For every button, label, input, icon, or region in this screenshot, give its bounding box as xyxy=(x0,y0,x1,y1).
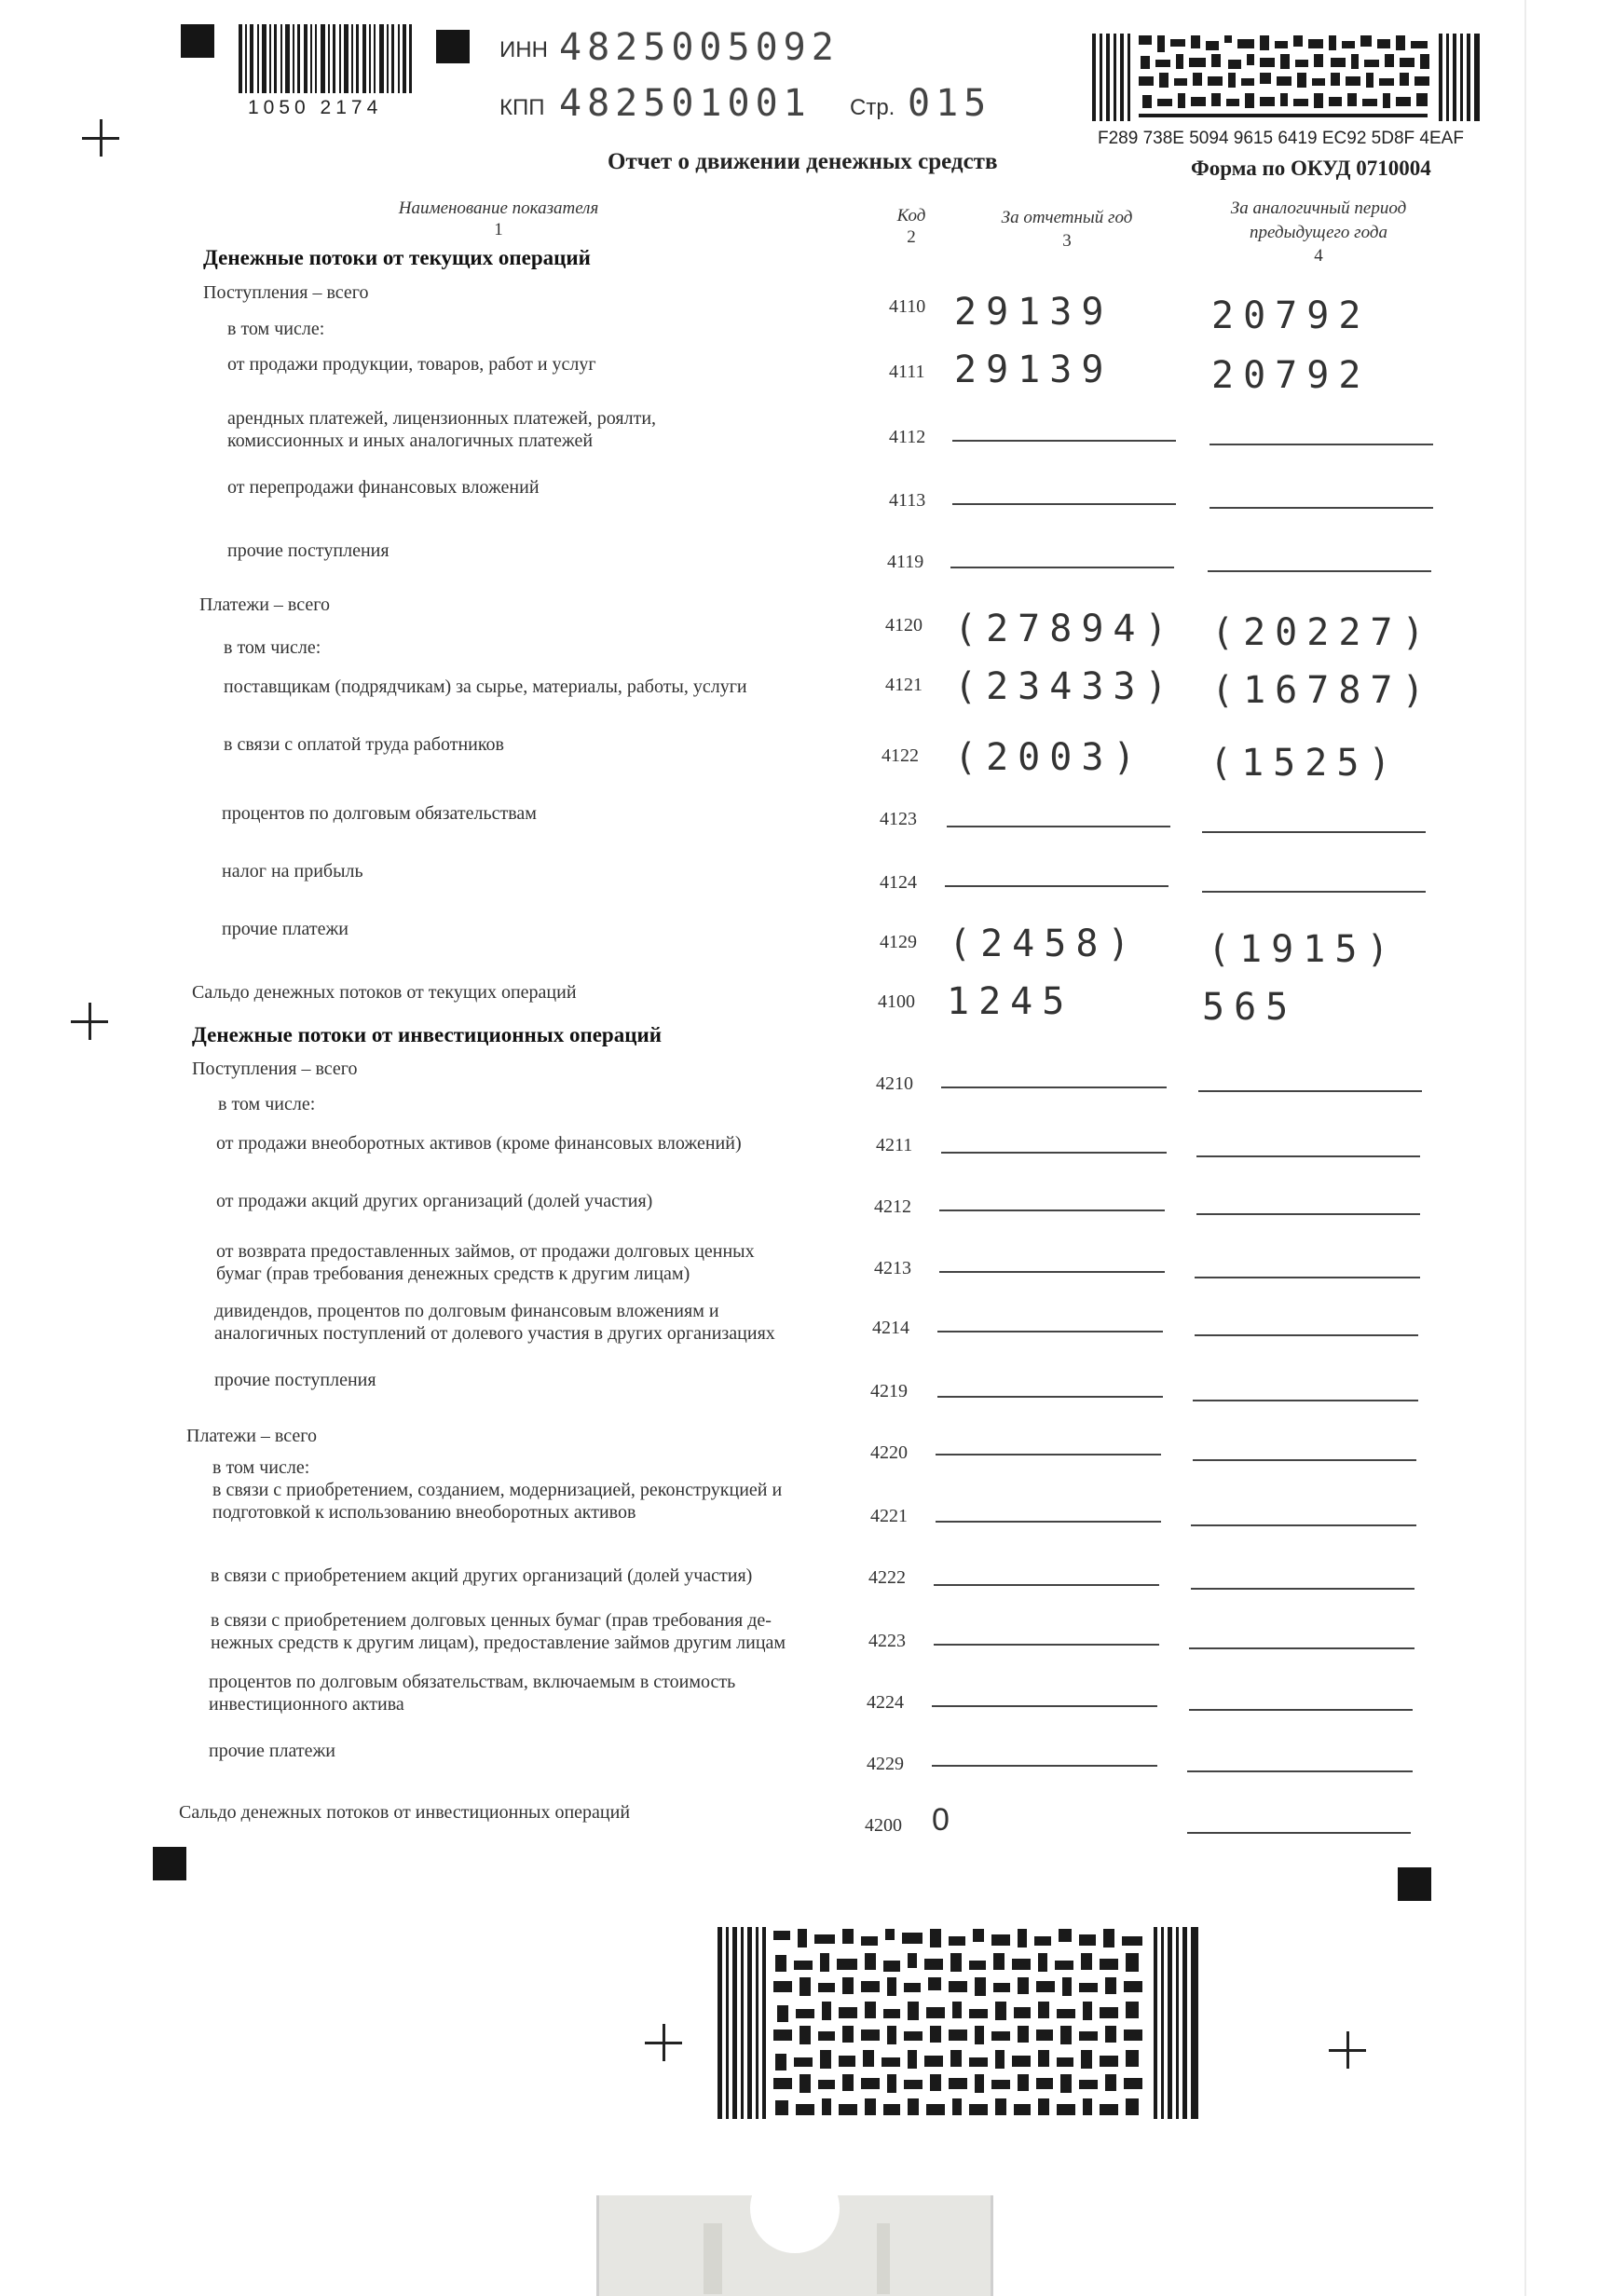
row-label-4210: Поступления – всего xyxy=(192,1059,358,1079)
registration-mark-top-left xyxy=(181,24,214,58)
row-label-4222: в связи с приобретением акций других организаций (долей участия) xyxy=(211,1565,753,1586)
row-code-4120: 4120 xyxy=(885,615,922,636)
row-value-previous-4100: 565 xyxy=(1202,986,1298,1029)
row-sublabel-4110: в том числе: xyxy=(227,319,325,339)
row-code-4212: 4212 xyxy=(874,1196,911,1217)
row-code-4124: 4124 xyxy=(880,872,917,893)
blank-line xyxy=(952,503,1176,505)
blank-line xyxy=(1210,507,1433,509)
blank-line xyxy=(934,1584,1159,1586)
scanner-artifact-bar xyxy=(704,2223,722,2294)
column-number-3: 3 xyxy=(1062,231,1072,251)
row-code-4210: 4210 xyxy=(876,1073,913,1094)
row-value-current-4121: (23433) xyxy=(954,665,1177,708)
scanner-artifact-circle xyxy=(750,2164,840,2253)
row-sublabel-4120: в том числе: xyxy=(224,637,321,658)
row-value-previous-4111: 20792 xyxy=(1211,354,1371,397)
column-number-2: 2 xyxy=(907,227,916,247)
crosshair-mark xyxy=(645,2024,682,2061)
row-code-4112: 4112 xyxy=(889,427,926,447)
row-label-4120: Платежи – всего xyxy=(199,594,330,615)
row-code-4219: 4219 xyxy=(870,1381,908,1401)
row-label-4124: налог на прибыль xyxy=(222,861,363,882)
row-code-4113: 4113 xyxy=(889,490,926,511)
row-value-previous-4121: (16787) xyxy=(1211,669,1434,712)
row-code-4211: 4211 xyxy=(876,1135,913,1155)
blank-line xyxy=(941,1152,1167,1154)
scanner-artifact xyxy=(596,2195,993,2296)
row-label-4223-line1: в связи с приобретением долговых ценных бумаг (прав требования де- xyxy=(211,1610,772,1631)
datamatrix-code-text: F289 738E 5094 9615 6419 EC92 5D8F 4EAF xyxy=(1098,129,1464,148)
row-label-4119: прочие поступления xyxy=(227,540,390,561)
row-code-4221: 4221 xyxy=(870,1506,908,1526)
row-label-4110: Поступления – всего xyxy=(203,282,369,303)
blank-line xyxy=(1196,1155,1420,1157)
blank-line xyxy=(932,1765,1157,1767)
barcode-number: 1050 2174 xyxy=(248,97,383,118)
column-header-current-year: За отчетный год xyxy=(1001,208,1133,227)
row-label-4123: процентов по долговым обязательствам xyxy=(222,803,537,824)
row-label-4229: прочие платежи xyxy=(209,1741,336,1761)
crosshair-mark xyxy=(71,1003,108,1040)
blank-line xyxy=(941,1086,1167,1088)
row-label-4111: от продажи продукции, товаров, работ и услуг xyxy=(227,354,596,375)
row-label-4220: Платежи – всего xyxy=(186,1426,317,1446)
column-header-code: Код xyxy=(896,206,926,226)
row-label-4112-line1: арендных платежей, лицензионных платежей, роялти, xyxy=(227,408,657,429)
row-label-4213-line1: от возврата предоставленных займов, от продажи долговых ценных xyxy=(216,1241,755,1262)
row-label-4221-line1: в связи с приобретением, созданием, модернизацией, реконструкцией и xyxy=(212,1480,783,1500)
blank-line xyxy=(1187,1832,1411,1834)
row-code-4229: 4229 xyxy=(867,1754,904,1774)
kpp-value: 482501001 xyxy=(559,82,812,125)
row-label-4224-line2: инвестиционного актива xyxy=(209,1694,404,1715)
blank-line xyxy=(1195,1334,1418,1336)
blank-line xyxy=(939,1271,1165,1273)
blank-line xyxy=(1193,1459,1416,1461)
blank-line xyxy=(945,885,1168,887)
row-value-previous-4129: (1915) xyxy=(1208,928,1399,971)
row-label-4214-line2: аналогичных поступлений от долевого участия в других организациях xyxy=(214,1323,775,1344)
row-label-4224-line1: процентов по долговым обязательствам, включаемым в стоимость xyxy=(209,1672,736,1692)
blank-line xyxy=(1208,570,1431,572)
row-label-4221-line2: подготовкой к использованию внеоборотных активов xyxy=(212,1502,636,1523)
row-value-current-4122: (2003) xyxy=(954,736,1145,779)
page-number: 015 xyxy=(908,82,992,125)
blank-line xyxy=(1189,1647,1414,1649)
crosshair-mark xyxy=(82,119,119,157)
row-label-4100: Сальдо денежных потоков от текущих операций xyxy=(192,982,577,1003)
row-label-4212: от продажи акций других организаций (долей участия) xyxy=(216,1191,653,1211)
row-sublabel-4210: в том числе: xyxy=(218,1094,316,1114)
row-value-current-4129: (2458) xyxy=(949,922,1140,965)
row-value-current-4110: 29139 xyxy=(954,291,1114,334)
registration-mark-bottom-right xyxy=(1398,1867,1431,1901)
blank-line xyxy=(947,826,1170,827)
blank-line xyxy=(937,1331,1163,1332)
blank-line xyxy=(937,1396,1163,1398)
row-code-4123: 4123 xyxy=(880,809,917,829)
blank-line xyxy=(1195,1277,1420,1278)
row-label-4112-line2: комиссионных и иных аналогичных платежей xyxy=(227,430,594,451)
row-label-4211: от продажи внеоборотных активов (кроме финансовых вложений) xyxy=(216,1133,742,1154)
inn-value: 4825005092 xyxy=(559,26,840,69)
row-value-previous-4120: (20227) xyxy=(1211,611,1434,654)
row-code-4100: 4100 xyxy=(878,991,915,1012)
blank-line xyxy=(936,1454,1161,1456)
blank-line xyxy=(1202,891,1426,893)
row-label-4213-line2: бумаг (прав требования денежных средств к другим лицам) xyxy=(216,1264,690,1284)
blank-line xyxy=(1196,1213,1420,1215)
section-heading-investing: Денежные потоки от инвестиционных операций xyxy=(192,1023,662,1046)
row-code-4220: 4220 xyxy=(870,1442,908,1463)
blank-line xyxy=(950,567,1174,568)
column-header-previous-year-line2: предыдущего года xyxy=(1250,223,1387,242)
inn-label: ИНН xyxy=(499,37,548,62)
blank-line xyxy=(1193,1400,1418,1401)
row-value-current-4120: (27894) xyxy=(954,608,1177,650)
row-code-4222: 4222 xyxy=(868,1567,906,1588)
blank-line xyxy=(1191,1588,1414,1590)
row-code-4122: 4122 xyxy=(882,745,919,766)
column-header-name: Наименование показателя xyxy=(398,198,599,218)
row-code-4111: 4111 xyxy=(889,362,925,382)
kpp-label: КПП xyxy=(499,95,545,120)
row-code-4214: 4214 xyxy=(872,1318,909,1338)
row-code-4129: 4129 xyxy=(880,932,917,952)
row-value-current-4111: 29139 xyxy=(954,348,1114,391)
column-number-1: 1 xyxy=(494,220,503,239)
row-code-4213: 4213 xyxy=(874,1258,911,1278)
blank-line xyxy=(932,1705,1157,1707)
row-code-4200: 4200 xyxy=(865,1815,902,1836)
blank-line xyxy=(952,440,1176,442)
section-heading-operating: Денежные потоки от текущих операций xyxy=(203,246,591,269)
pdf417-barcode xyxy=(718,1927,1198,2119)
blank-line xyxy=(939,1210,1165,1211)
row-label-4200: Сальдо денежных потоков от инвестиционных операций xyxy=(179,1802,631,1823)
row-code-4224: 4224 xyxy=(867,1692,904,1713)
scanner-artifact-bar xyxy=(877,2223,890,2294)
row-label-4113: от перепродажи финансовых вложений xyxy=(227,477,540,498)
blank-line xyxy=(1210,444,1433,445)
registration-mark-bottom-left xyxy=(153,1847,186,1880)
datamatrix-code xyxy=(1092,34,1480,121)
row-code-4110: 4110 xyxy=(889,296,926,317)
row-code-4119: 4119 xyxy=(887,552,924,572)
row-value-current-4100: 1245 xyxy=(947,980,1074,1023)
blank-line xyxy=(936,1521,1161,1523)
page-label: Стр. xyxy=(850,95,895,120)
row-code-4223: 4223 xyxy=(868,1631,906,1651)
form-okud-label: Форма по ОКУД 0710004 xyxy=(1191,157,1431,180)
row-label-4121: поставщикам (подрядчикам) за сырье, материалы, работы, услуги xyxy=(224,676,747,697)
row-code-4121: 4121 xyxy=(885,675,922,695)
row-value-previous-4122: (1525) xyxy=(1210,742,1401,785)
blank-line xyxy=(1202,831,1426,833)
row-label-4219: прочие поступления xyxy=(214,1370,376,1390)
barcode-1d xyxy=(239,24,412,93)
column-header-previous-year-line1: За аналогичный период xyxy=(1230,198,1407,218)
column-number-4: 4 xyxy=(1314,246,1323,266)
scan-edge-line xyxy=(1524,0,1526,2296)
row-label-4223-line2: нежных средств к другим лицам), предоставление займов другим лицам xyxy=(211,1633,786,1653)
row-label-4129: прочие платежи xyxy=(222,919,349,939)
row-value-current-4200: 0 xyxy=(932,1802,959,1838)
blank-line xyxy=(1191,1524,1416,1526)
blank-line xyxy=(1198,1090,1422,1092)
page-title: Отчет о движении денежных средств xyxy=(608,149,998,174)
row-value-previous-4110: 20792 xyxy=(1211,294,1371,337)
row-label-4122: в связи с оплатой труда работников xyxy=(224,734,504,755)
registration-mark-top xyxy=(436,30,470,63)
row-label-4214-line1: дивидендов, процентов по долговым финансовым вложениям и xyxy=(214,1301,719,1321)
blank-line xyxy=(1189,1709,1413,1711)
row-sublabel-4221: в том числе: xyxy=(212,1457,310,1478)
blank-line xyxy=(934,1644,1159,1646)
crosshair-mark xyxy=(1329,2031,1366,2069)
blank-line xyxy=(1187,1770,1413,1772)
